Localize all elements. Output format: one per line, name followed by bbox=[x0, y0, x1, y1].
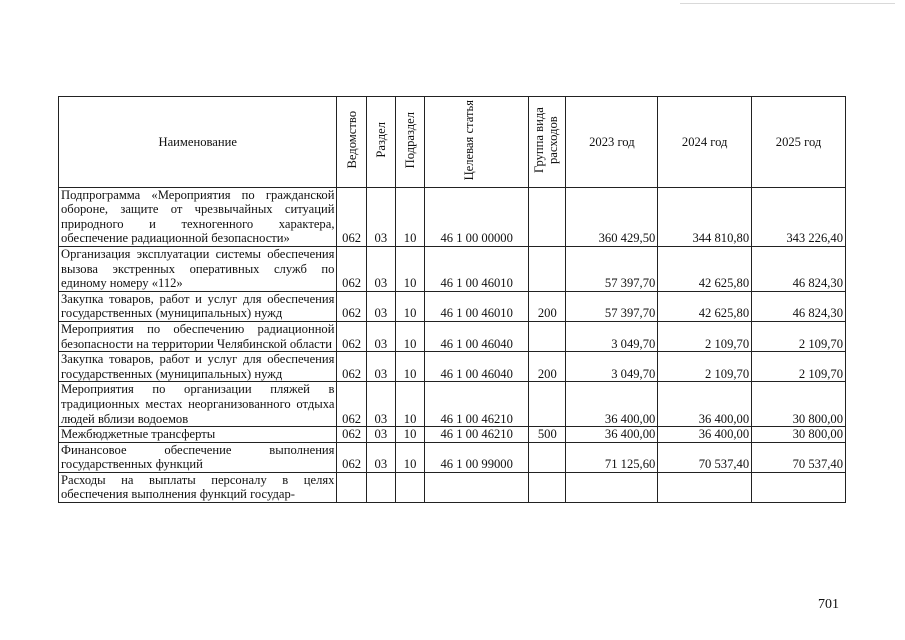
row-2024: 36 400,00 bbox=[658, 382, 752, 427]
row-2024 bbox=[658, 472, 752, 502]
row-razdel: 03 bbox=[366, 352, 395, 382]
table-row bbox=[59, 472, 846, 502]
row-celevaya: 46 1 00 46010 bbox=[425, 291, 529, 321]
header-gruppa: Группа вида расходов bbox=[529, 97, 566, 188]
scan-edge-line bbox=[680, 3, 895, 4]
row-vedomstvo: 062 bbox=[337, 321, 366, 351]
row-2023: 360 429,50 bbox=[566, 187, 658, 246]
row-gruppa bbox=[529, 382, 566, 427]
row-gruppa bbox=[529, 321, 566, 351]
row-vedomstvo: 062 bbox=[337, 352, 366, 382]
row-2025: 46 824,30 bbox=[752, 291, 846, 321]
row-razdel: 03 bbox=[366, 382, 395, 427]
row-celevaya: 46 1 00 46040 bbox=[425, 321, 529, 351]
page-number: 701 bbox=[818, 597, 839, 612]
row-2023: 57 397,70 bbox=[566, 291, 658, 321]
header-2023: 2023 год bbox=[566, 97, 658, 188]
row-2025: 2 109,70 bbox=[752, 352, 846, 382]
row-name: Мероприятия по обеспечению радиационной безопасности на территории Челябинской области bbox=[59, 321, 337, 351]
row-gruppa: 200 bbox=[529, 352, 566, 382]
table-row bbox=[59, 427, 846, 443]
row-2024: 70 537,40 bbox=[658, 442, 752, 472]
row-vedomstvo: 062 bbox=[337, 382, 366, 427]
table-row bbox=[59, 382, 846, 427]
table-row bbox=[59, 187, 846, 246]
row-podrazdel: 10 bbox=[395, 187, 424, 246]
table-row bbox=[59, 352, 846, 382]
row-razdel: 03 bbox=[366, 291, 395, 321]
row-name: Расходы на выплаты персоналу в целях обеспечения выполнения функций государ- bbox=[59, 472, 337, 502]
row-2024: 344 810,80 bbox=[658, 187, 752, 246]
row-celevaya: 46 1 00 46210 bbox=[425, 427, 529, 443]
header-name: Наименование bbox=[59, 97, 337, 188]
row-name: Закупка товаров, работ и услуг для обеспечения государственных (муниципальных) нужд bbox=[59, 291, 337, 321]
row-vedomstvo: 062 bbox=[337, 291, 366, 321]
row-razdel: 03 bbox=[366, 427, 395, 443]
row-vedomstvo bbox=[337, 472, 366, 502]
row-2025: 46 824,30 bbox=[752, 246, 846, 291]
row-podrazdel: 10 bbox=[395, 321, 424, 351]
row-podrazdel: 10 bbox=[395, 352, 424, 382]
row-razdel: 03 bbox=[366, 246, 395, 291]
table-row bbox=[59, 291, 846, 321]
row-podrazdel bbox=[395, 472, 424, 502]
row-2023: 57 397,70 bbox=[566, 246, 658, 291]
row-2025: 30 800,00 bbox=[752, 427, 846, 443]
row-gruppa: 500 bbox=[529, 427, 566, 443]
header-podrazdel: Подраздел bbox=[395, 97, 424, 188]
row-2025 bbox=[752, 472, 846, 502]
row-gruppa: 200 bbox=[529, 291, 566, 321]
row-name: Финансовое обеспечение выполнения государственных функций bbox=[59, 442, 337, 472]
row-2023: 71 125,60 bbox=[566, 442, 658, 472]
row-2025: 2 109,70 bbox=[752, 321, 846, 351]
row-celevaya: 46 1 00 00000 bbox=[425, 187, 529, 246]
row-vedomstvo: 062 bbox=[337, 427, 366, 443]
row-2024: 36 400,00 bbox=[658, 427, 752, 443]
row-name: Организация эксплуатации системы обеспечения вызова экстренных оперативных служб по единому номеру «112» bbox=[59, 246, 337, 291]
row-podrazdel: 10 bbox=[395, 427, 424, 443]
row-podrazdel: 10 bbox=[395, 442, 424, 472]
row-podrazdel: 10 bbox=[395, 291, 424, 321]
budget-table bbox=[58, 96, 846, 503]
header-2025: 2025 год bbox=[752, 97, 846, 188]
row-2023: 3 049,70 bbox=[566, 352, 658, 382]
row-vedomstvo: 062 bbox=[337, 246, 366, 291]
row-name: Подпрограмма «Мероприятия по гражданской обороне, защите от чрезвычайных ситуаций природного и техногенного характера, обеспечение радиационной безопасности» bbox=[59, 187, 337, 246]
row-celevaya: 46 1 00 99000 bbox=[425, 442, 529, 472]
row-celevaya bbox=[425, 472, 529, 502]
row-2023: 36 400,00 bbox=[566, 382, 658, 427]
row-vedomstvo: 062 bbox=[337, 442, 366, 472]
header-row bbox=[59, 97, 846, 188]
row-gruppa bbox=[529, 472, 566, 502]
row-razdel bbox=[366, 472, 395, 502]
row-2023 bbox=[566, 472, 658, 502]
row-podrazdel: 10 bbox=[395, 382, 424, 427]
row-name: Закупка товаров, работ и услуг для обеспечения государственных (муниципальных) нужд bbox=[59, 352, 337, 382]
table-row bbox=[59, 442, 846, 472]
table-row bbox=[59, 321, 846, 351]
row-gruppa bbox=[529, 246, 566, 291]
row-2025: 343 226,40 bbox=[752, 187, 846, 246]
row-2024: 42 625,80 bbox=[658, 246, 752, 291]
header-razdel: Раздел bbox=[366, 97, 395, 188]
row-2024: 42 625,80 bbox=[658, 291, 752, 321]
row-gruppa bbox=[529, 187, 566, 246]
row-vedomstvo: 062 bbox=[337, 187, 366, 246]
row-gruppa bbox=[529, 442, 566, 472]
row-2025: 70 537,40 bbox=[752, 442, 846, 472]
row-name: Мероприятия по организации пляжей в традиционных местах неорганизованного отдыха людей вблизи водоемов bbox=[59, 382, 337, 427]
row-2023: 36 400,00 bbox=[566, 427, 658, 443]
table-row bbox=[59, 246, 846, 291]
header-celevaya: Целевая статья bbox=[425, 97, 529, 188]
row-razdel: 03 bbox=[366, 321, 395, 351]
row-name: Межбюджетные трансферты bbox=[59, 427, 337, 443]
row-celevaya: 46 1 00 46210 bbox=[425, 382, 529, 427]
row-razdel: 03 bbox=[366, 187, 395, 246]
row-2024: 2 109,70 bbox=[658, 352, 752, 382]
row-celevaya: 46 1 00 46010 bbox=[425, 246, 529, 291]
row-2023: 3 049,70 bbox=[566, 321, 658, 351]
row-2025: 30 800,00 bbox=[752, 382, 846, 427]
row-podrazdel: 10 bbox=[395, 246, 424, 291]
header-2024: 2024 год bbox=[658, 97, 752, 188]
header-vedomstvo: Ведомство bbox=[337, 97, 366, 188]
row-2024: 2 109,70 bbox=[658, 321, 752, 351]
row-razdel: 03 bbox=[366, 442, 395, 472]
row-celevaya: 46 1 00 46040 bbox=[425, 352, 529, 382]
